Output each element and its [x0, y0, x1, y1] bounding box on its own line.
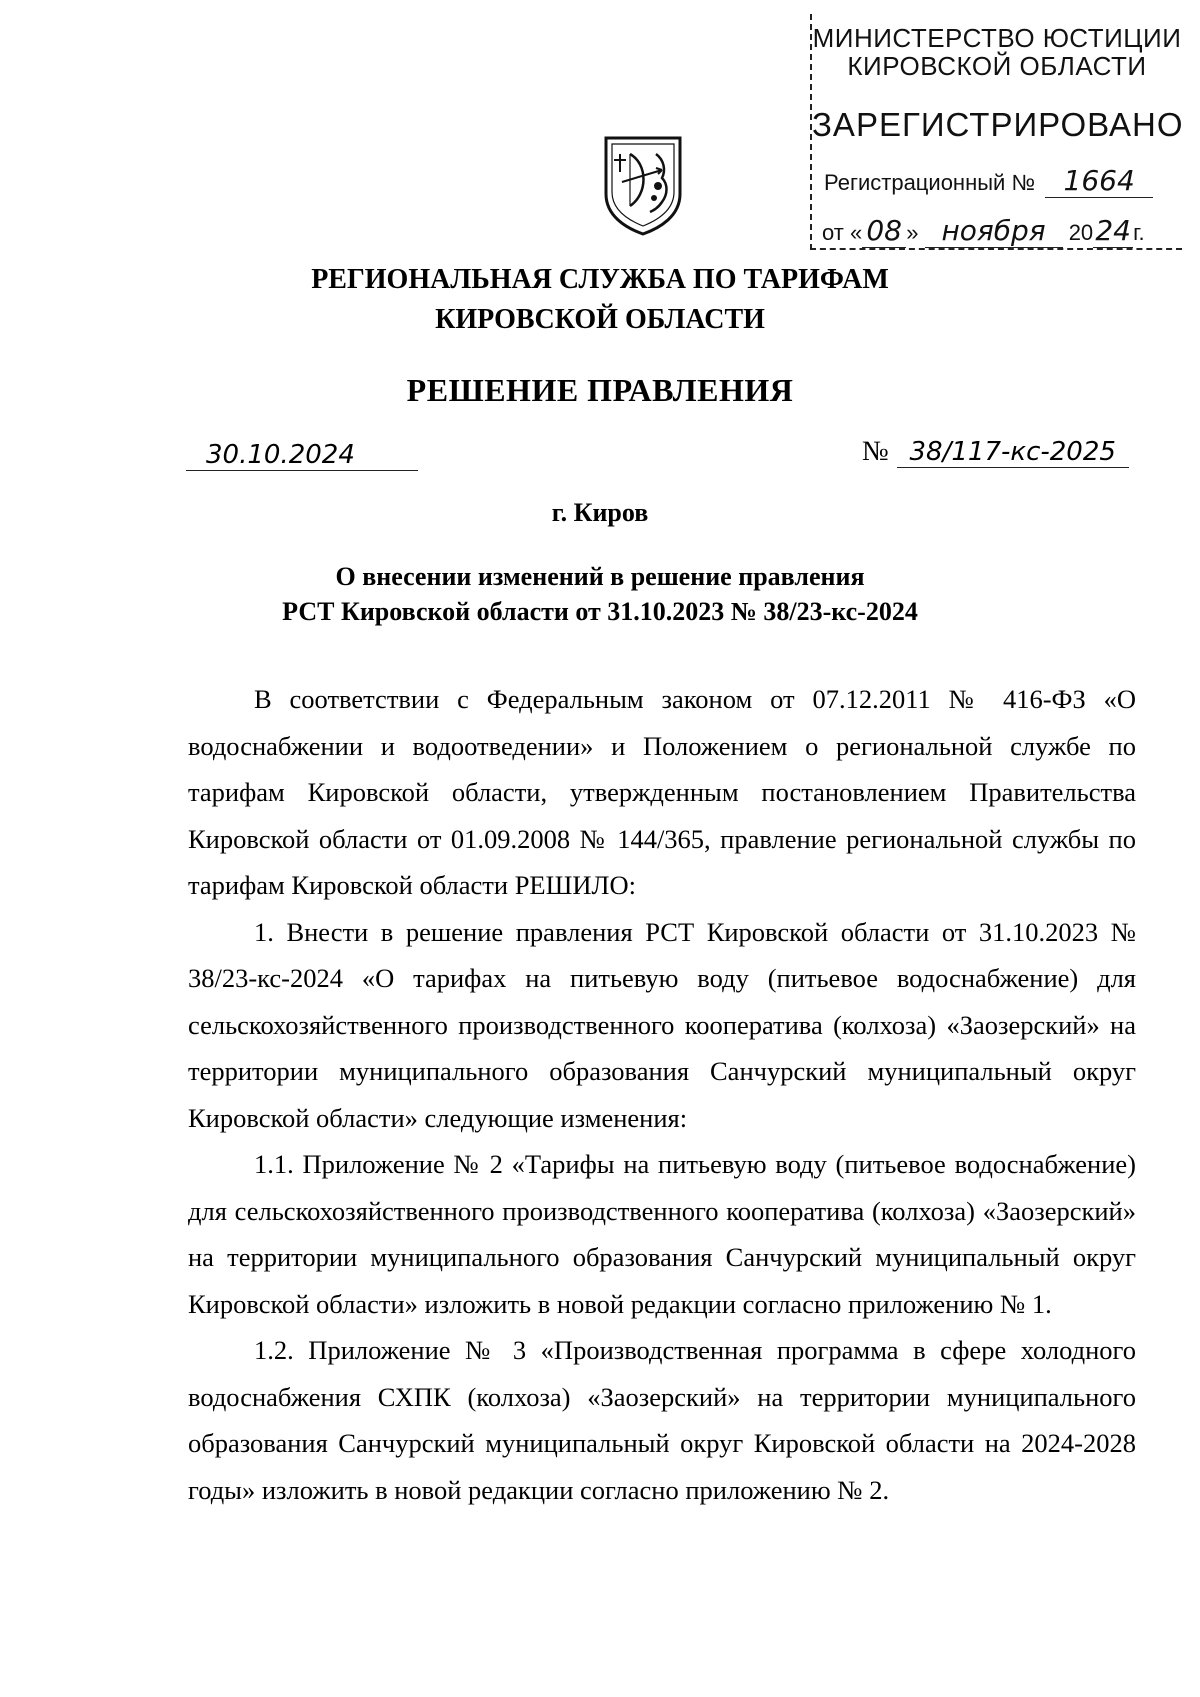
document-type: РЕШЕНИЕ ПРАВЛЕНИЯ [406, 372, 794, 408]
stamp-ministry: МИНИСТЕРСТВО ЮСТИЦИИ [812, 23, 1182, 53]
stamp-date-row [822, 214, 1145, 248]
decision-date: 30.10.2024 [186, 440, 418, 471]
organization-name-line1: РЕГИОНАЛЬНАЯ СЛУЖБА ПО ТАРИФАМ [311, 264, 889, 295]
stamp-from-label: от « [822, 220, 863, 245]
decision-number-row [862, 436, 1129, 468]
stamp-reg-row [824, 164, 1153, 198]
paragraph-preamble: В соответствии с Федеральным законом от 07.12.2011 № 416-ФЗ «О водоснабжении и водоотведении» и Положением о региональной службе по тарифам Кировской области, утвержденным постановлением Правительства Кировской области от 01.09.2008 № 144/365, правление региональной службы по тарифам Кировской области РЕШИЛО: [188, 684, 1136, 900]
city: г. Киров [551, 498, 649, 527]
stamp-year-prefix: 20 [1068, 220, 1094, 245]
decision-number-label: № [862, 436, 889, 467]
stamp-registered: ЗАРЕГИСТРИРОВАНО [812, 106, 1184, 143]
stamp-reg-number: 1664 [1045, 164, 1153, 198]
document-title-line2: РСТ Кировской области от 31.10.2023 № 38/23-кс-2024 [282, 597, 918, 626]
stamp-year-suffix: 24 [1093, 214, 1133, 248]
document-body [188, 676, 1136, 1513]
stamp-day-close: » [906, 220, 919, 245]
paragraph-item-1-1: 1.1. Приложение № 2 «Тарифы на питьевую воду (питьевое водоснабжение) для сельскохозяйственного производственного кооператива (колхоза) «Заозерский» на территории муниципального образования Санчурский муниципальный округ Кировской области» изложить в новой редакции согласно приложению № 1. [188, 1149, 1136, 1319]
stamp-reg-label: Регистрационный № [824, 170, 1036, 195]
stamp-region: КИРОВСКОЙ ОБЛАСТИ [847, 51, 1147, 81]
paragraph-item-1-2: 1.2. Приложение № 3 «Производственная программа в сфере холодного водоснабжения СХПК (колхоза) «Заозерский» на территории муниципального образования Санчурский муниципальный округ Кировской области на 2024-2028 годы» изложить в новой редакции согласно приложению № 2. [188, 1335, 1136, 1505]
stamp-day: 08 [862, 214, 906, 248]
organization-name-line2: КИРОВСКОЙ ОБЛАСТИ [435, 304, 765, 335]
stamp-year-unit: г. [1133, 220, 1145, 245]
coat-of-arms-icon [602, 132, 684, 236]
decision-number: 38/117-кс-2025 [897, 437, 1129, 468]
stamp-month: ноября [925, 214, 1063, 248]
registration-stamp [810, 14, 1182, 250]
paragraph-item-1: 1. Внести в решение правления РСТ Кировской области от 31.10.2023 № 38/23-кс-2024 «О тарифах на питьевую воду (питьевое водоснабжение) для сельскохозяйственного производственного кооператива (колхоза) «Заозерский» на территории муниципального образования Санчурский муниципальный округ Кировской области» следующие изменения: [188, 916, 1136, 1133]
document-title-line1: О внесении изменений в решение правления [335, 562, 865, 591]
